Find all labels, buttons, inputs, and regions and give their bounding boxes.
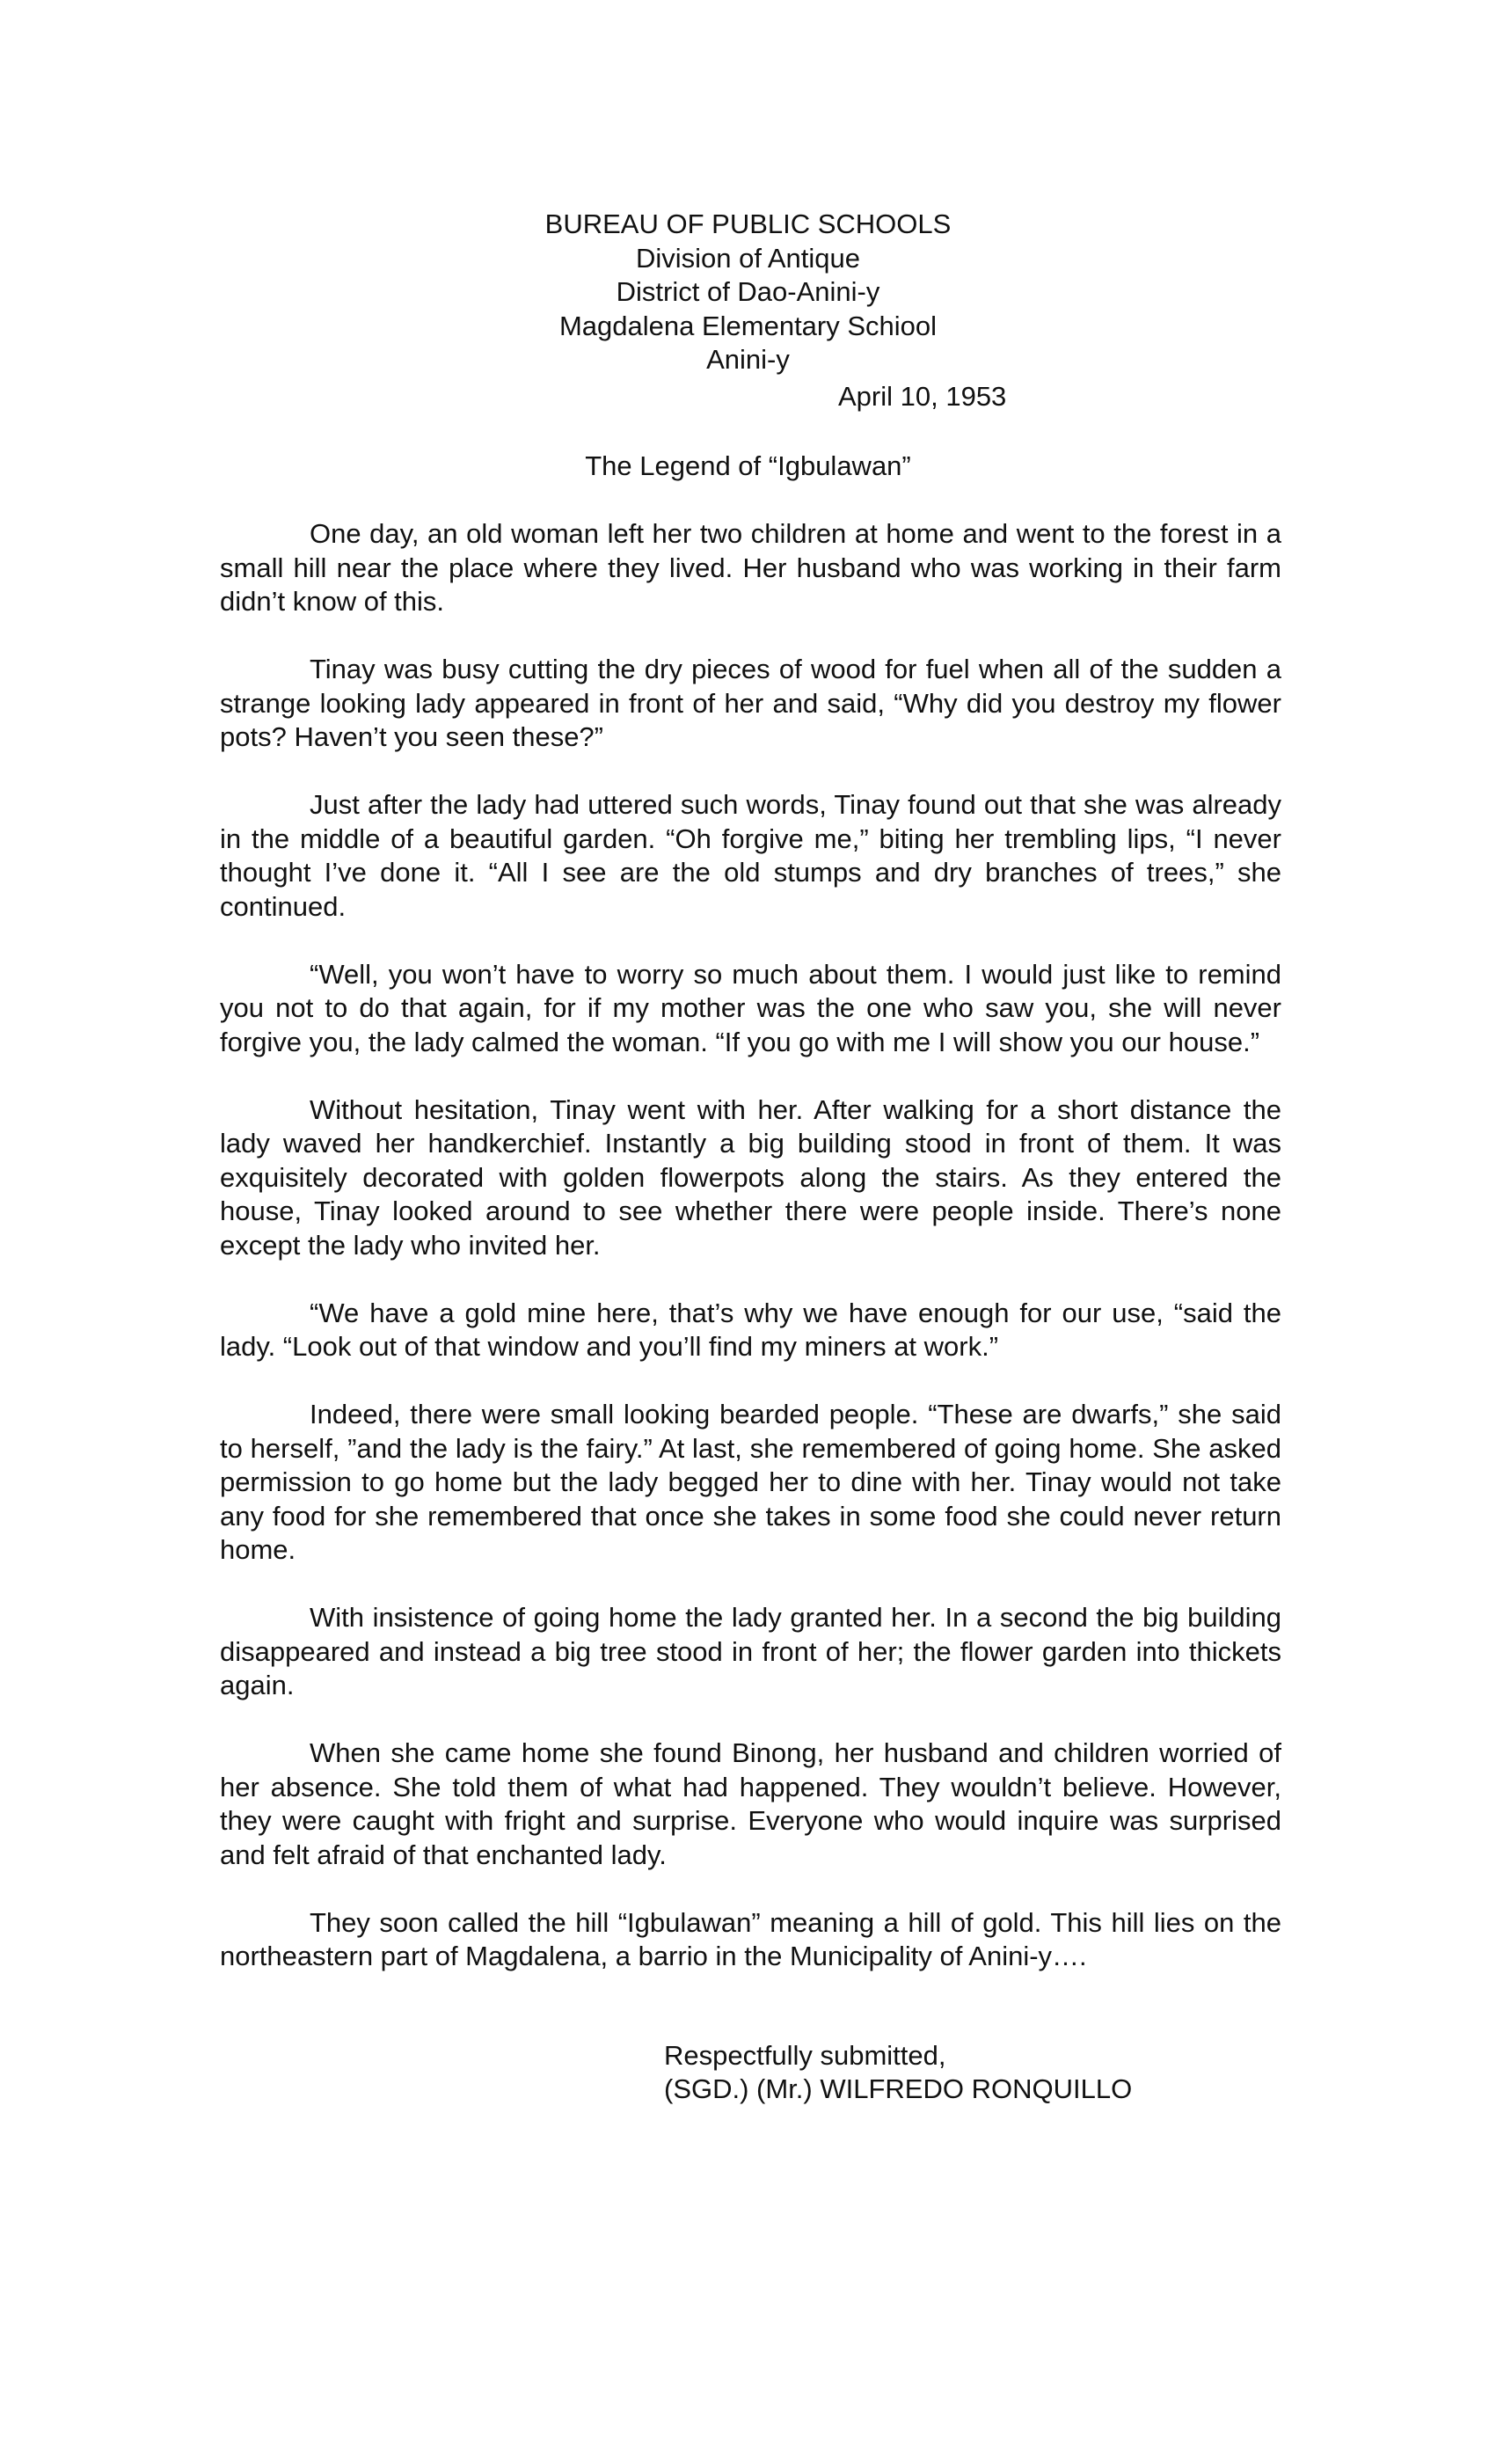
paragraph: Just after the lady had uttered such words, Tinay found out that she was already in the middle of a beautiful garden. “Oh forgive me,” biting her trembling lips, “I never thought I’ve done it. “All I see are the old stumps and dry branches of trees,” she continued. bbox=[220, 789, 1281, 922]
story-body bbox=[220, 517, 1281, 2007]
closing-line: Respectfully submitted, bbox=[664, 2040, 946, 2071]
signatory-name: (SGD.) (Mr.) WILFREDO RONQUILLO bbox=[664, 2073, 1133, 2104]
paragraph: When she came home she found Binong, her husband and children worried of her absence. She told them of what had happened. They wouldn’t believe. However, they were caught with fright and surprise. Everyone who would inquire was surprised and felt afraid of that enchanted lady. bbox=[220, 1737, 1281, 1870]
letterhead-division: Division of Antique bbox=[635, 242, 861, 274]
paragraph: Indeed, there were small looking bearded people. “These are dwarfs,” she said to herself, ”and the lady is the fairy.” At last, she remembered of going home. She asked permission to go home but the lady begged her to dine with her. Tinay would not take any food for she remembered that once she takes in some food she could never return home. bbox=[220, 1399, 1281, 1565]
paragraph: With insistence of going home the lady granted her. In a second the big building disappeared and instead a big tree stood in front of her; the flower garden into thickets again. bbox=[220, 1602, 1281, 1700]
document-date: April 10, 1953 bbox=[838, 381, 1007, 412]
paragraph: “We have a gold mine here, that’s why we have enough for our use, “said the lady. “Look out of that window and you’ll find my miners at work.” bbox=[220, 1297, 1281, 1362]
paragraph: One day, an old woman left her two children at home and went to the forest in a small hill near the place where they lived. Her husband who was working in their farm didn’t know of this. bbox=[220, 518, 1281, 617]
document-title: The Legend of “Igbulawan” bbox=[585, 450, 911, 481]
signature-block bbox=[664, 2039, 1132, 2106]
paragraph: They soon called the hill “Igbulawan” meaning a hill of gold. This hill lies on the northeastern part of Magdalena, a barrio in the Municipality of Anini-y…. bbox=[220, 1906, 1281, 1971]
paragraph: Tinay was busy cutting the dry pieces of wood for fuel when all of the sudden a strange looking lady appeared in front of her and said, “Why did you destroy my flower pots? Haven’t you seen these?” bbox=[220, 654, 1281, 752]
letterhead bbox=[0, 208, 1496, 377]
paragraph: Without hesitation, Tinay went with her. After walking for a short distance the lady waved her handkerchief. Instantly a big building stood in front of them. It was exquisitely decorated with golden flowerpots along the stairs. As they entered the house, Tinay looked around to see whether there were people inside. There’s none except the lady who invited her. bbox=[220, 1093, 1281, 1261]
letterhead-district: District of Dao-Anini-y bbox=[616, 276, 880, 307]
letterhead-town: Anini-y bbox=[706, 344, 790, 375]
letterhead-school: Magdalena Elementary Schiool bbox=[558, 310, 938, 341]
letterhead-bureau: BUREAU OF PUBLIC SCHOOLS bbox=[544, 208, 952, 239]
paragraph: “Well, you won’t have to worry so much about them. I would just like to remind you not to do that again, for if my mother was the one who saw you, she will never forgive you, the lady calmed the woman. “If you go with me I will show you our house.” bbox=[220, 958, 1281, 1057]
